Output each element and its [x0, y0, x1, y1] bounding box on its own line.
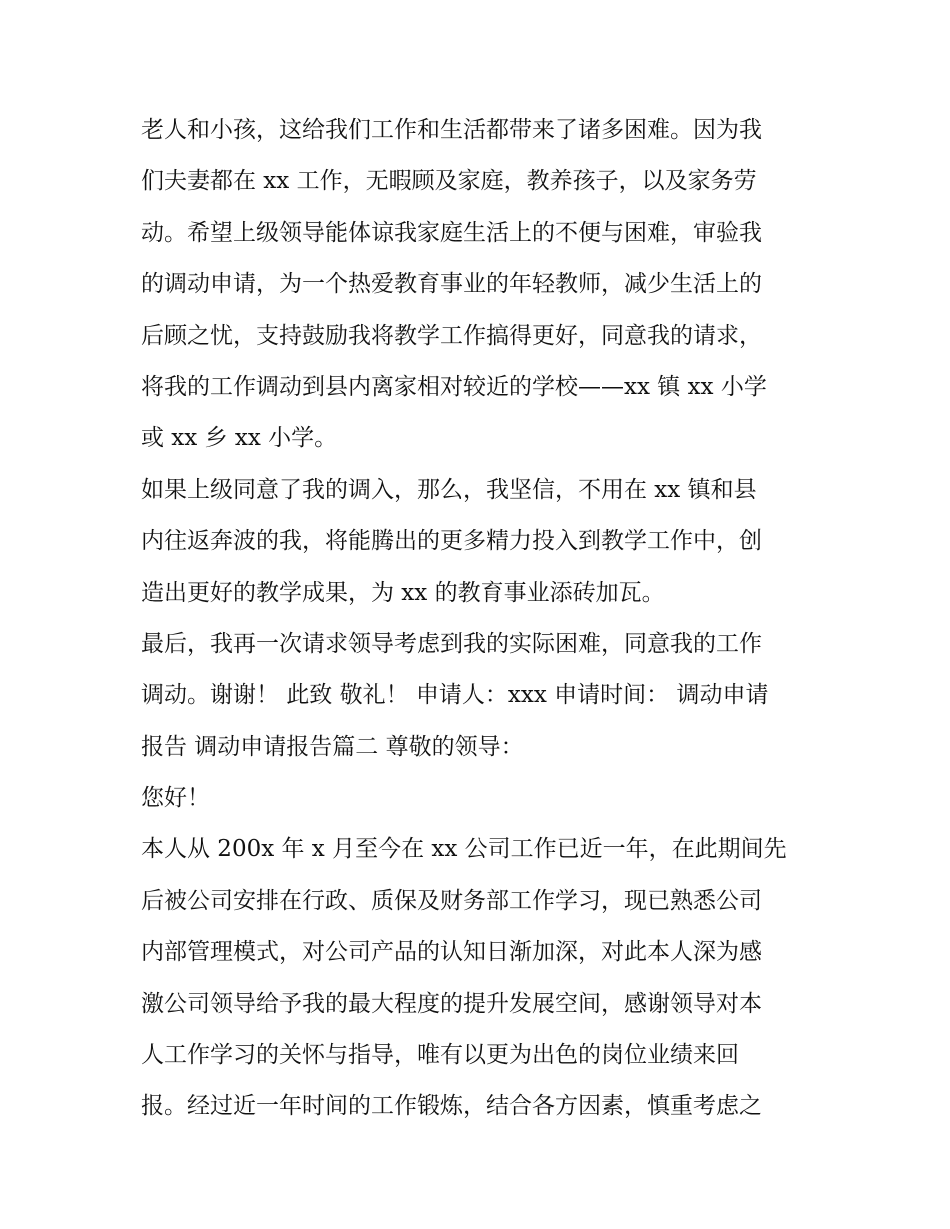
- text-line-18: 激公司领导给予我的最大程度的提升发展空间，感谢领导对本: [141, 990, 762, 1017]
- text-line-7: 或 xx 乡 xx 小学。: [141, 425, 338, 452]
- text-line-19: 人工作学习的关怀与指导，唯有以更为出色的岗位业绩来回: [141, 1042, 739, 1069]
- text-line-20: 报。经过近一年时间的工作锻炼，结合各方因素，慎重考虑之: [141, 1093, 762, 1120]
- text-line-11: 最后，我再一次请求领导考虑到我的实际困难，同意我的工作: [141, 630, 762, 657]
- text-line-6: 将我的工作调动到县内离家相对较近的学校——xx 镇 xx 小学: [141, 373, 767, 400]
- text-line-3: 动。希望上级领导能体谅我家庭生活上的不便与困难，审验我: [141, 219, 762, 246]
- text-line-15: 本人从 200x 年 x 月至今在 xx 公司工作已近一年，在此期间先: [141, 836, 787, 863]
- text-line-5: 后顾之忧，支持鼓励我将教学工作搞得更好，同意我的请求，: [141, 322, 762, 349]
- text-line-4: 的调动申请，为一个热爱教育事业的年轻教师，减少生活上的: [141, 271, 762, 298]
- document-body: [141, 105, 821, 1133]
- text-line-8: 如果上级同意了我的调入，那么，我坚信，不用在 xx 镇和县: [141, 476, 757, 503]
- text-line-17: 内部管理模式，对公司产品的认知日渐加深，对此本人深为感: [141, 939, 762, 966]
- text-line-9: 内往返奔波的我，将能腾出的更多精力投入到教学工作中，创: [141, 528, 762, 555]
- text-line-13: 报告 调动申请报告篇二 尊敬的领导：: [141, 733, 524, 760]
- text-line-16: 后被公司安排在行政、质保及财务部工作学习，现已熟悉公司: [141, 887, 762, 914]
- text-line-1: 老人和小孩，这给我们工作和生活都带来了诸多困难。因为我: [141, 117, 762, 143]
- text-line-2: 们夫妻都在 xx 工作，无暇顾及家庭，教养孩子，以及家务劳: [141, 168, 757, 195]
- text-line-14: 您好！: [141, 785, 210, 812]
- text-line-12: 调动。谢谢！ 此致 敬礼！ 申请人：xxx 申请时间： 调动申请: [141, 682, 769, 709]
- text-line-10: 造出更好的教学成果，为 xx 的教育事业添砖加瓦。: [141, 579, 665, 606]
